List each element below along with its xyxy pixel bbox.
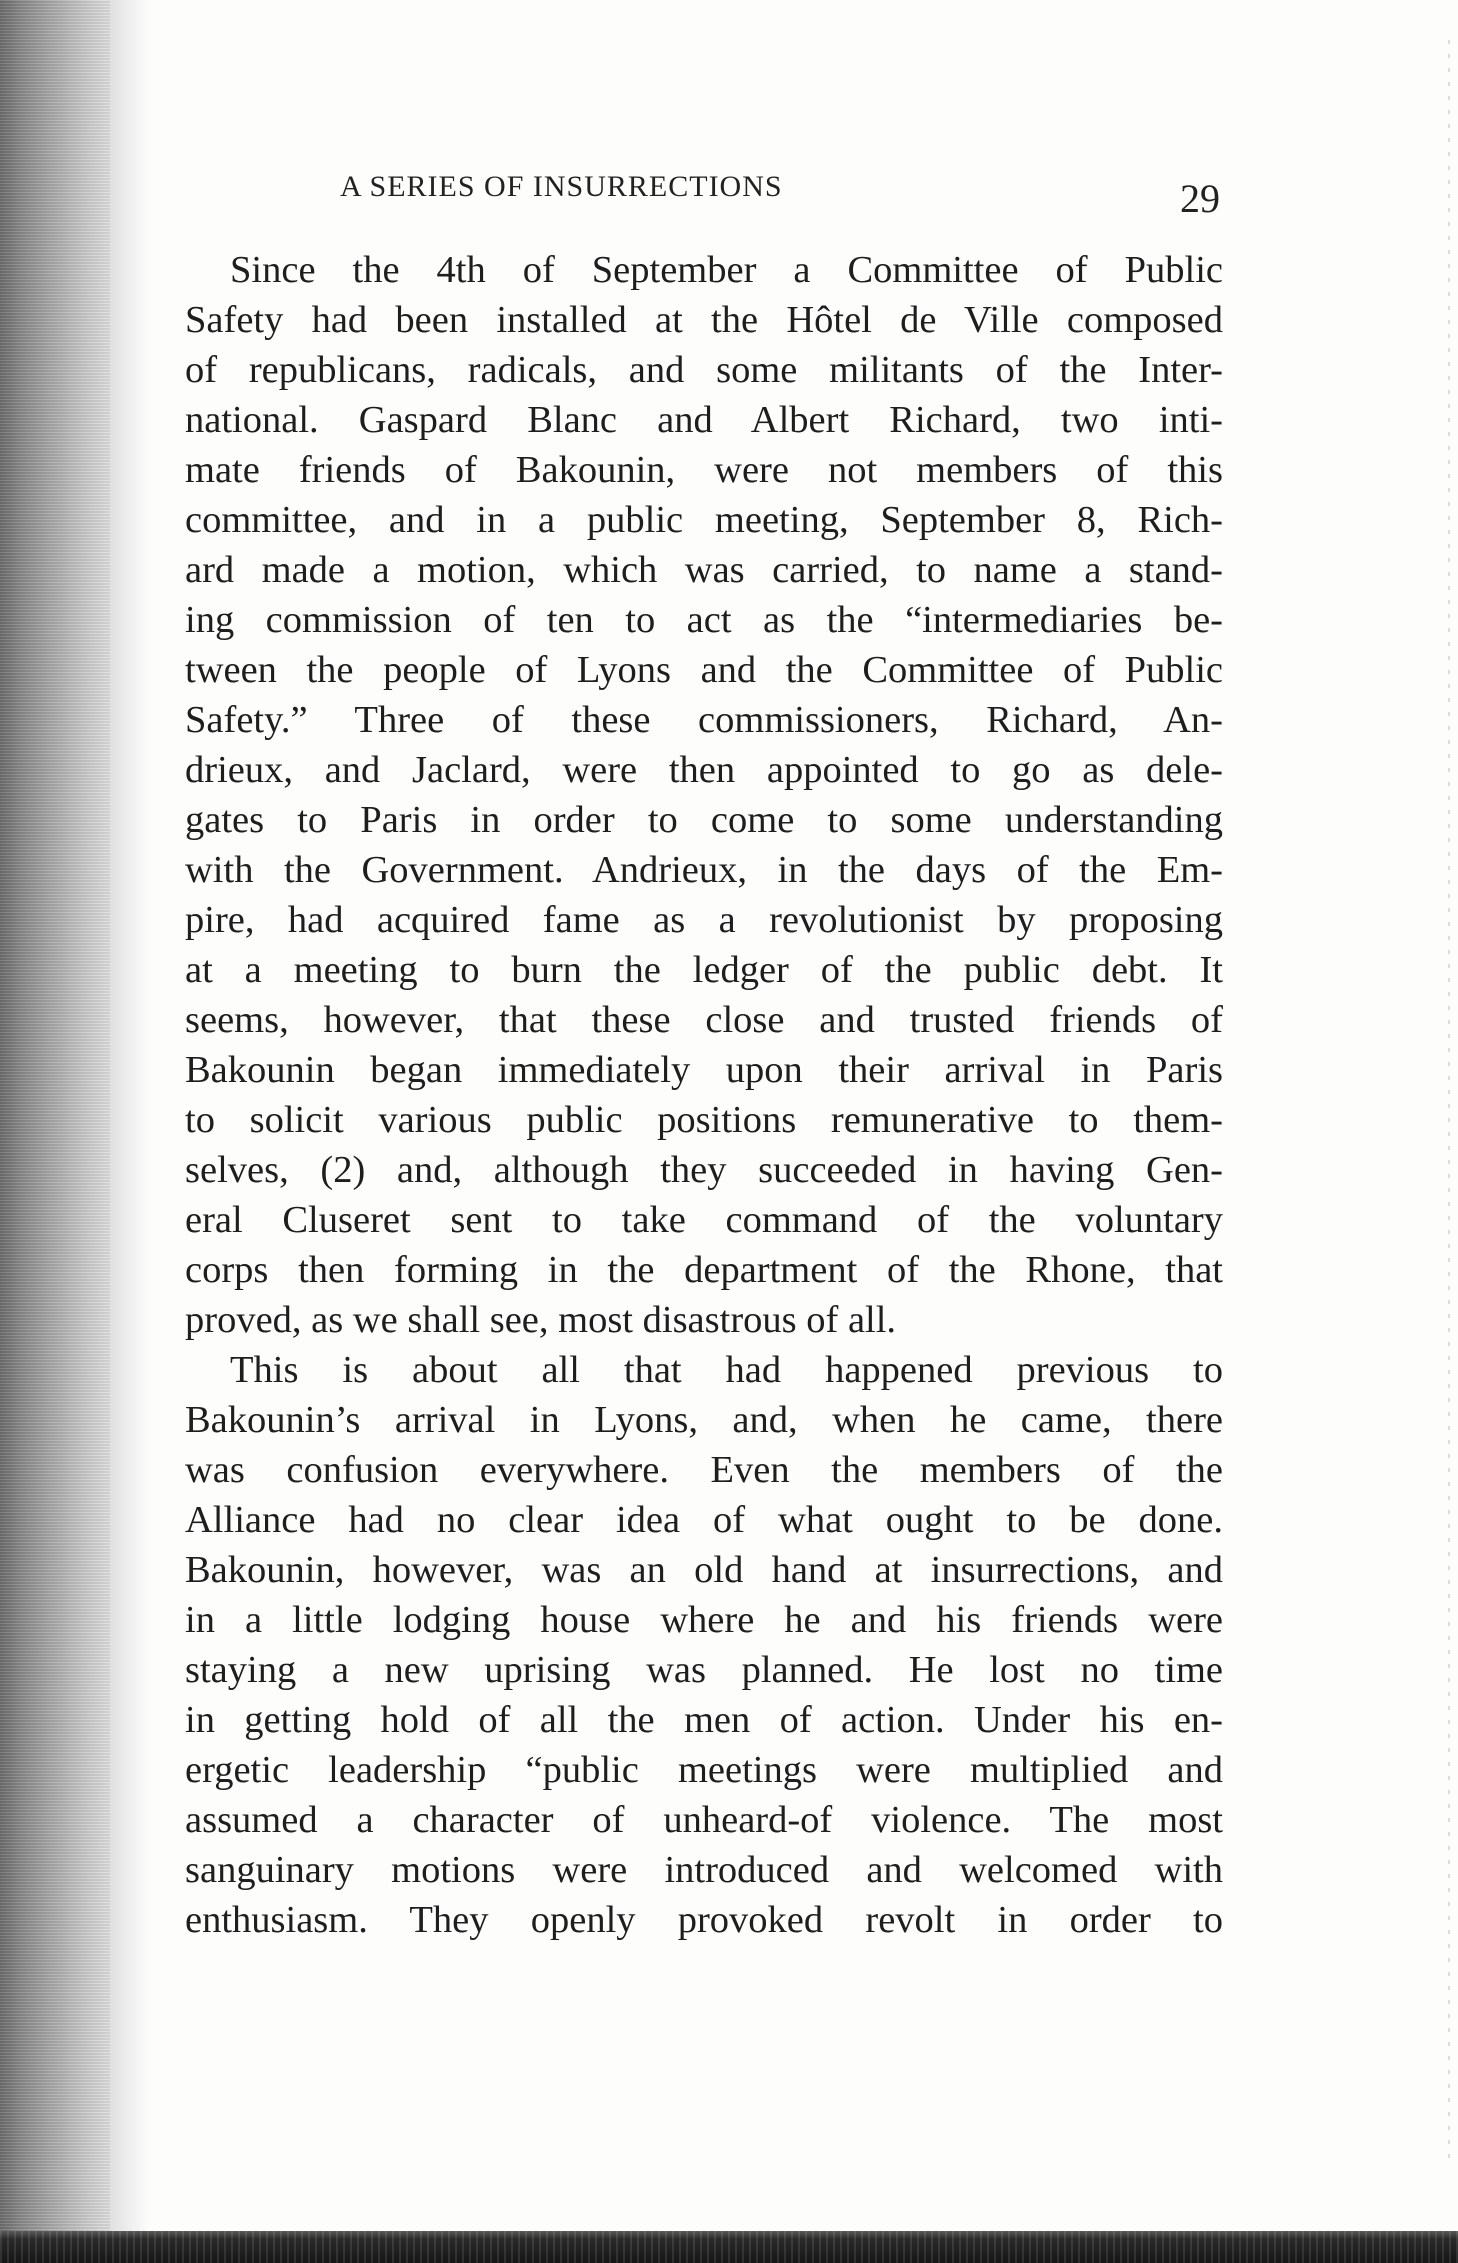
page-edge-speckle [1448, 40, 1450, 2160]
text-line: Alliance had no clear idea of what ought to be done. [185, 1499, 1223, 1541]
text-line: pire, had acquired fame as a revolutionist by proposing [185, 899, 1223, 941]
text-line: assumed a character of unheard-of violence. The most [185, 1799, 1223, 1841]
page-number: 29 [1180, 176, 1220, 221]
text-line: enthusiasm. They openly provoked revolt in order to [185, 1899, 1223, 1941]
running-title: A SERIES OF INSURRECTIONS [340, 170, 783, 203]
text-line: gates to Paris in order to come to some understanding [185, 799, 1223, 841]
text-line: Bakounin, however, was an old hand at insurrections, and [185, 1549, 1223, 1591]
scan-bottom-edge-grain [0, 2231, 1458, 2263]
text-line: seems, however, that these close and trusted friends of [185, 999, 1223, 1041]
text-line: with the Government. Andrieux, in the days of the Em- [185, 849, 1223, 891]
text-line: in a little lodging house where he and his friends were [185, 1599, 1223, 1641]
text-line: sanguinary motions were introduced and welcomed with [185, 1849, 1223, 1891]
text-line: ergetic leadership “public meetings were multiplied and [185, 1749, 1223, 1791]
text-line: eral Cluseret sent to take command of the voluntary [185, 1199, 1223, 1241]
text-line: proved, as we shall see, most disastrous of all. [185, 1299, 897, 1341]
text-line: Bakounin’s arrival in Lyons, and, when he came, there [185, 1399, 1223, 1441]
text-line: committee, and in a public meeting, September 8, Rich- [185, 499, 1223, 541]
text-line: in getting hold of all the men of action. Under his en- [185, 1699, 1223, 1741]
text-line: ing commission of ten to act as the “intermediaries be- [185, 599, 1223, 641]
text-line: of republicans, radicals, and some militants of the Inter- [185, 349, 1223, 391]
text-line: was confusion everywhere. Even the members of the [185, 1449, 1223, 1491]
text-line: national. Gaspard Blanc and Albert Richard, two inti- [185, 399, 1223, 441]
body-text [185, 245, 1223, 1945]
text-line: This is about all that had happened previous to [230, 1349, 1223, 1391]
text-line: Safety.” Three of these commissioners, Richard, An- [185, 699, 1223, 741]
text-line: at a meeting to burn the ledger of the public debt. It [185, 949, 1223, 991]
text-line: drieux, and Jaclard, were then appointed to go as dele- [185, 749, 1223, 791]
text-line: mate friends of Bakounin, were not members of this [185, 449, 1223, 491]
text-line: Safety had been installed at the Hôtel de Ville composed [185, 299, 1223, 341]
binding-shadow-grain [0, 0, 110, 2263]
text-line: corps then forming in the department of the Rhone, that [185, 1249, 1223, 1291]
text-line: selves, (2) and, although they succeeded in having Gen- [185, 1149, 1223, 1191]
text-line: staying a new uprising was planned. He lost no time [185, 1649, 1223, 1691]
text-line: Since the 4th of September a Committee of Public [230, 249, 1223, 291]
text-line: to solicit various public positions remunerative to them- [185, 1099, 1223, 1141]
text-line: tween the people of Lyons and the Committee of Public [185, 649, 1223, 691]
text-line: Bakounin began immediately upon their arrival in Paris [185, 1049, 1223, 1091]
text-line: ard made a motion, which was carried, to name a stand- [185, 549, 1223, 591]
